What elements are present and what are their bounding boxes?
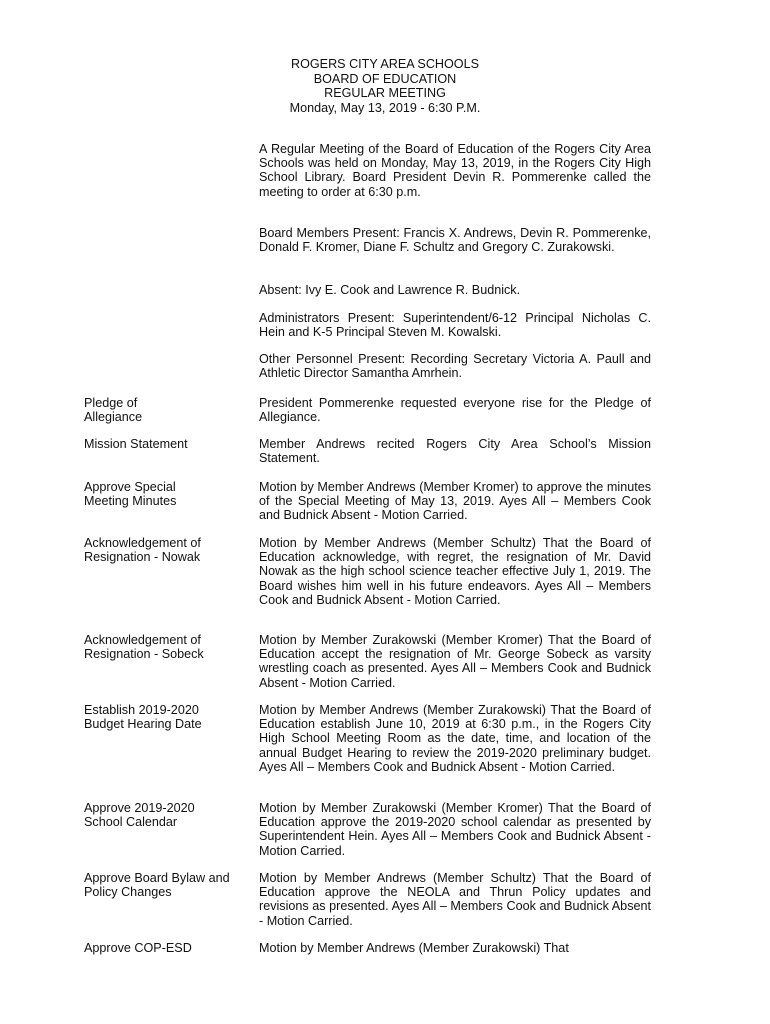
members-present: Board Members Present: Francis X. Andrews, Devin R. Pommerenke, Donald F. Kromer, Diane F. Schultz and Gregory C. Zurakowski. — [259, 226, 651, 255]
item-text-cop-esd: Motion by Member Andrews (Member Zurakowski) That — [259, 941, 569, 955]
members-absent: Absent: Ivy E. Cook and Lawrence R. Budnick. — [259, 283, 521, 297]
item-text-resignation-sobeck: Motion by Member Zurakowski (Member Kromer) That the Board of Education accept the resignation of Mr. George Sobeck as varsity wrestling coach as presented. Ayes All – Members Cook and Budnick Absent - Motion Carried. — [259, 633, 651, 690]
other-personnel-present: Other Personnel Present: Recording Secretary Victoria A. Paull and Athletic Director Samantha Amrhein. — [259, 352, 651, 381]
item-label-school-calendar: Approve 2019-2020 School Calendar — [84, 801, 195, 830]
district-name: ROGERS CITY AREA SCHOOLS — [290, 57, 480, 71]
item-text-budget-hearing: Motion by Member Andrews (Member Zurakowski) That the Board of Education establish June 10, 2019 at 6:30 p.m., in the Rogers City High School Meeting Room as the date, time, and location of the annual Budget Hearing to review the 2019-2020 preliminary budget. Ayes All – Members Cook and Budnick Absent - Motion Carried. — [259, 703, 651, 774]
item-text-bylaw-policy: Motion by Member Andrews (Member Schultz) That the Board of Education approve the NEOLA and Thrun Policy updates and revisions as presented. Ayes All – Members Cook and Budnick Absent - Motion Carried. — [259, 871, 651, 928]
item-text-school-calendar: Motion by Member Zurakowski (Member Kromer) That the Board of Education approve the 2019-2020 school calendar as presented by Superintendent Hein. Ayes All – Members Cook and Budnick Absent - Motion Carried. — [259, 801, 651, 858]
item-label-budget-hearing: Establish 2019-2020 Budget Hearing Date — [84, 703, 202, 732]
item-label-cop-esd: Approve COP-ESD — [84, 941, 192, 955]
item-label-mission: Mission Statement — [84, 437, 188, 451]
administrators-present: Administrators Present: Superintendent/6-12 Principal Nicholas C. Hein and K-5 Principal Steven M. Kowalski. — [259, 311, 651, 340]
item-label-special-minutes: Approve Special Meeting Minutes — [84, 480, 177, 509]
item-label-pledge: Pledge of Allegiance — [84, 396, 143, 425]
item-text-pledge: President Pommerenke requested everyone rise for the Pledge of Allegiance. — [259, 396, 651, 425]
meeting-date: Monday, May 13, 2019 - 6:30 P.M. — [289, 100, 481, 115]
item-label-bylaw-policy: Approve Board Bylaw and Policy Changes — [84, 871, 230, 900]
intro-paragraph: A Regular Meeting of the Board of Education of the Rogers City Area Schools was held on Monday, May 13, 2019, in the Rogers City High School Library. Board President Devin R. Pommerenke called the meeting to order at 6:30 p.m. — [259, 142, 651, 199]
item-text-mission: Member Andrews recited Rogers City Area School’s Mission Statement. — [259, 437, 651, 466]
item-text-resignation-nowak: Motion by Member Andrews (Member Schultz) That the Board of Education acknowledge, with regret, the resignation of Mr. David Nowak as the high school science teacher effective July 1, 2019. The Board wishes him well in his future endeavors. Ayes All – Members Cook and Budnick Absent - Motion Carried. — [259, 536, 651, 607]
board-name: BOARD OF EDUCATION — [313, 71, 457, 86]
item-label-resignation-sobeck: Acknowledgement of Resignation - Sobeck — [84, 633, 204, 662]
meeting-type: REGULAR MEETING — [324, 86, 446, 100]
meeting-header — [0, 57, 770, 115]
item-text-special-minutes: Motion by Member Andrews (Member Kromer) to approve the minutes of the Special Meeting of May 13, 2019. Ayes All – Members Cook and Budnick Absent - Motion Carried. — [259, 480, 651, 523]
item-label-resignation-nowak: Acknowledgement of Resignation - Nowak — [84, 536, 201, 565]
